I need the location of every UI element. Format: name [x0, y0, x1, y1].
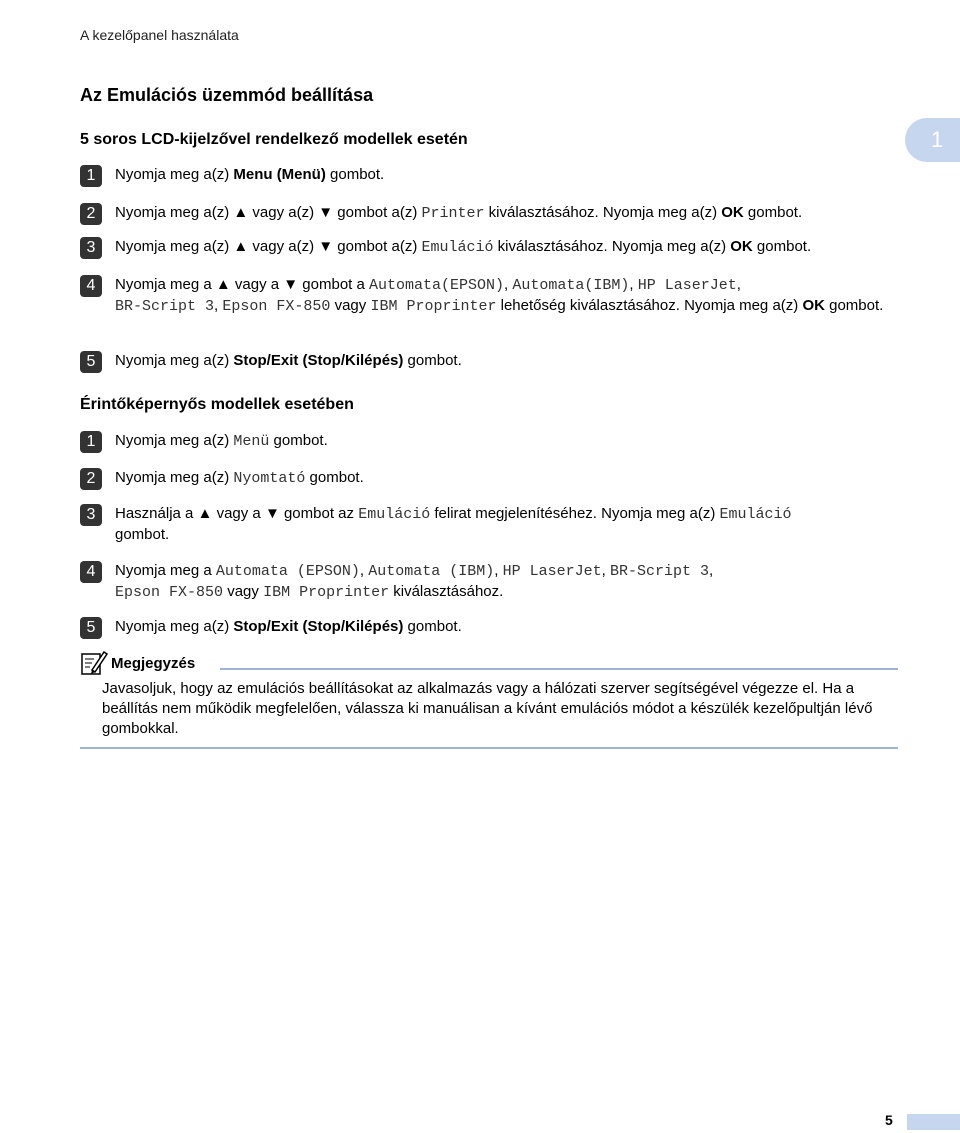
step-number-badge: 5: [80, 351, 102, 373]
page-number: 5: [885, 1112, 893, 1128]
page-number-bar: [907, 1114, 960, 1130]
step-number-badge: 2: [80, 468, 102, 490]
step-number-badge: 4: [80, 275, 102, 297]
lcd-step-2: 2 Nyomja meg a(z) ▲ vagy a(z) ▼ gombot a(z) Printer kiválasztásához. Nyomja meg a(z) OK gombot.: [80, 203, 910, 224]
running-header: A kezelőpanel használata: [80, 27, 239, 43]
step-number-badge: 4: [80, 561, 102, 583]
step-number-badge: 2: [80, 203, 102, 225]
step-number-badge: 1: [80, 431, 102, 453]
note-divider: [220, 668, 898, 670]
down-arrow-icon: ▼: [318, 238, 334, 255]
touch-step-2: 2 Nyomja meg a(z) Nyomtató gombot.: [80, 468, 910, 489]
up-arrow-icon: ▲: [233, 238, 249, 255]
down-arrow-icon: ▼: [264, 505, 280, 522]
touch-step-3: 3 Használja a ▲ vagy a ▼ gombot az Emuláció felirat megjelenítéséhez. Nyomja meg a(z) Emuláció gombot.: [80, 504, 910, 545]
lcd-step-5: 5 Nyomja meg a(z) Stop/Exit (Stop/Kilépés) gombot.: [80, 351, 910, 371]
note-title: Megjegyzés: [111, 655, 196, 672]
note-body: Javasoljuk, hogy az emulációs beállításokat az alkalmazás vagy a hálózati szerver segítségével végezze el. Ha a beállítás nem működik megfelelően, válassza ki manuálisan a kívánt emulációs módot a készülék kezelőpultján lévő gombokkal.: [102, 680, 873, 737]
lcd-step-1: 1 Nyomja meg a(z) Menu (Menü) gombot.: [80, 165, 910, 185]
chapter-tab: [905, 118, 960, 162]
step-number-badge: 1: [80, 165, 102, 187]
lcd-step-4: 4 Nyomja meg a ▲ vagy a ▼ gombot a Automata(EPSON), Automata(IBM), HP LaserJet, BR-Script 3, Epson FX-850 vagy IBM Proprinter lehetőség kiválasztásához. Nyomja meg a(z) OK gombot.: [80, 275, 910, 317]
pencil-note-icon: [80, 648, 108, 676]
up-arrow-icon: ▲: [197, 505, 213, 522]
step-number-badge: 5: [80, 617, 102, 639]
step-number-badge: 3: [80, 237, 102, 259]
up-arrow-icon: ▲: [233, 204, 249, 221]
step-number-badge: 3: [80, 504, 102, 526]
touch-step-4: 4 Nyomja meg a Automata (EPSON), Automata (IBM), HP LaserJet, BR-Script 3, Epson FX-850 vagy IBM Proprinter kiválasztásához.: [80, 561, 910, 603]
chapter-number: 1: [931, 127, 944, 152]
down-arrow-icon: ▼: [318, 204, 334, 221]
section-heading-lcd: 5 soros LCD-kijelzővel rendelkező modellek esetén: [80, 131, 468, 148]
up-arrow-icon: ▲: [215, 276, 231, 293]
touch-step-5: 5 Nyomja meg a(z) Stop/Exit (Stop/Kilépés) gombot.: [80, 617, 910, 637]
page-title: Az Emulációs üzemmód beállítása: [80, 85, 374, 105]
touch-step-1: 1 Nyomja meg a(z) Menü gombot.: [80, 431, 910, 452]
note-bottom-divider: [80, 747, 898, 749]
down-arrow-icon: ▼: [283, 276, 299, 293]
lcd-step-3: 3 Nyomja meg a(z) ▲ vagy a(z) ▼ gombot a(z) Emuláció kiválasztásához. Nyomja meg a(z) OK gombot.: [80, 237, 910, 258]
section-heading-touch: Érintőképernyős modellek esetében: [80, 396, 354, 413]
